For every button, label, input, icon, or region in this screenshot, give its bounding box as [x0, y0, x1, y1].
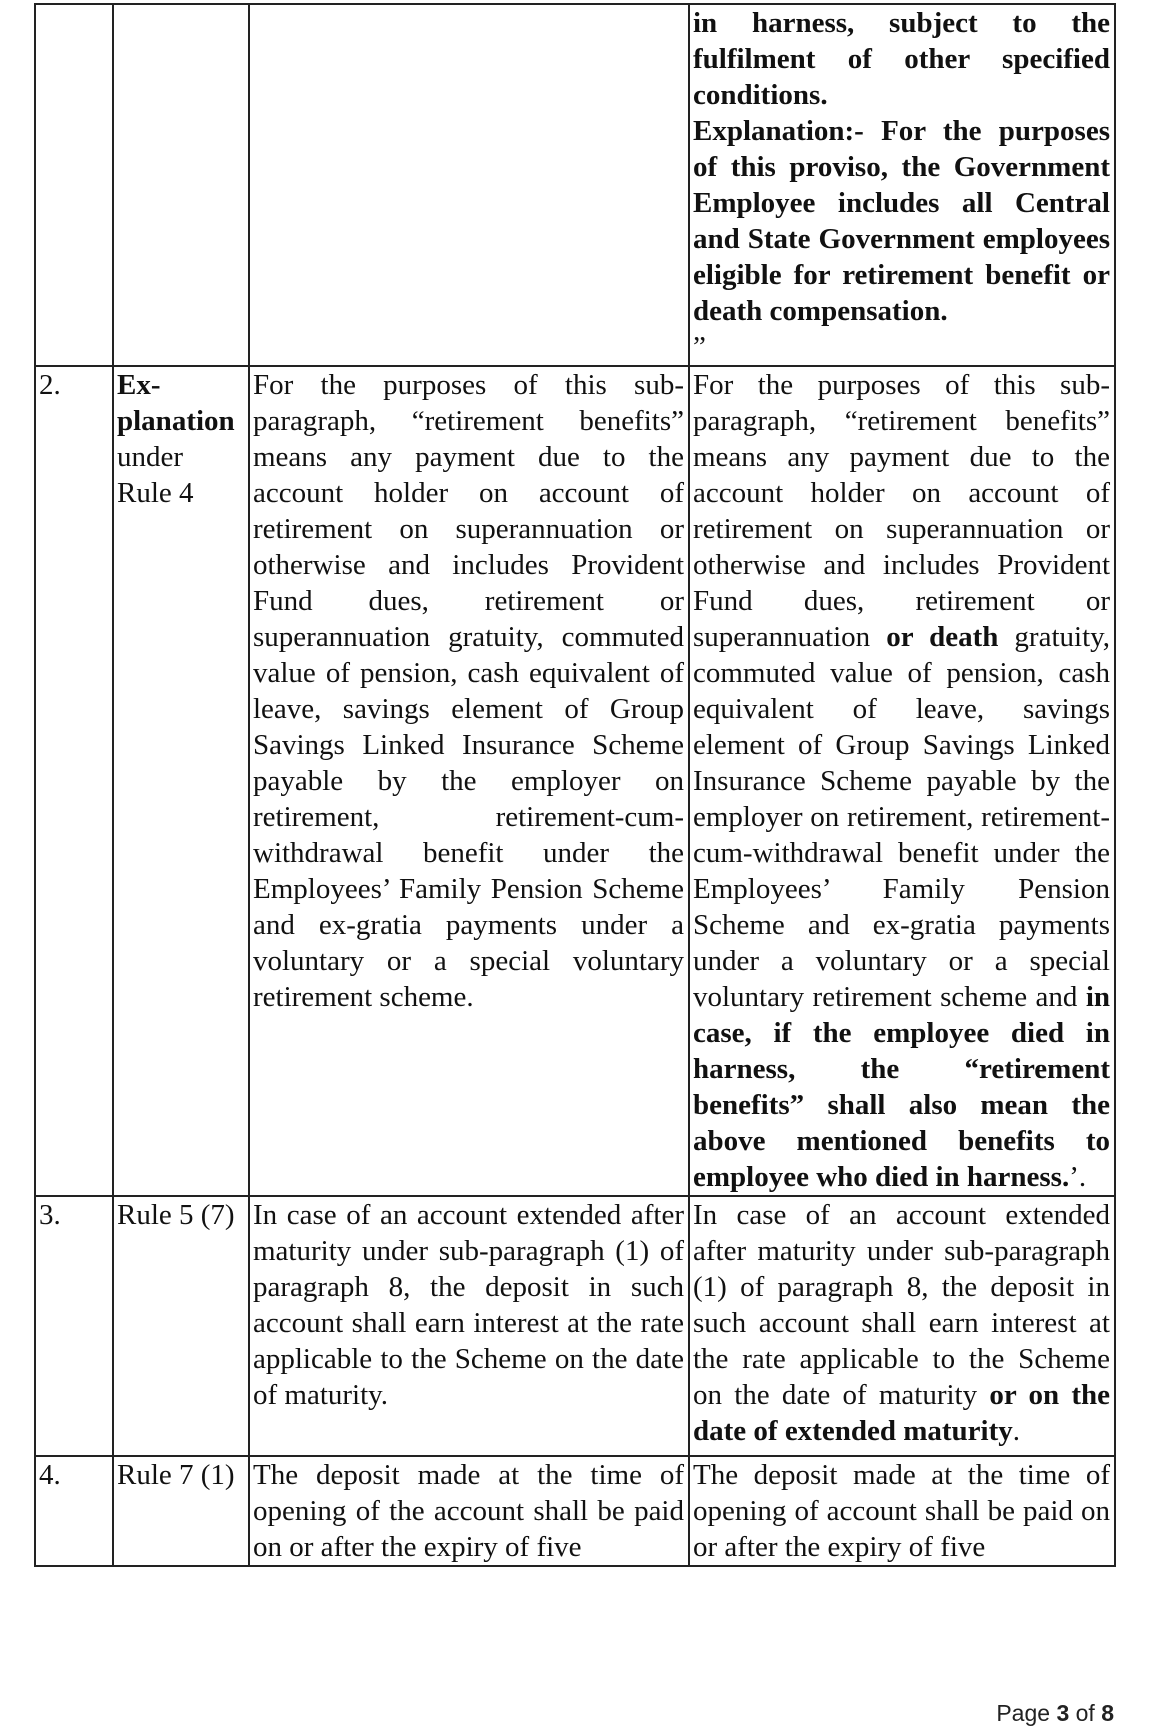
- existing-provision-cell: [249, 4, 689, 366]
- amended-provision-cell: The deposit made at the time of opening of account shall be paid on or after the expiry of five: [689, 1456, 1115, 1566]
- page-number-footer: Page 3 of 8: [996, 1700, 1114, 1726]
- amended-provision-cell: [689, 4, 1115, 366]
- table-row: [35, 1456, 1115, 1566]
- serial-number-cell: 2.: [35, 366, 113, 1196]
- rule-label-bold: Ex-planation: [117, 369, 235, 437]
- existing-provision-cell: In case of an account extended after maturity under sub-paragraph (1) of paragraph 8, the deposit in such account shall earn interest at the rate applicable to the Scheme on the date of maturity.: [249, 1196, 689, 1456]
- rule-cell: Rule 5 (7): [113, 1196, 249, 1456]
- table-row: [35, 4, 1115, 366]
- rule-cell: [113, 4, 249, 366]
- amended-provision-cell: For the purposes of this sub-paragraph, “retirement benefits” means any payment due to the account holder on account of retirement on superannuation or otherwise and includes Provident Fund dues, retirement or superannuation or death gratuity, commuted value of pension, cash equivalent of leave, savings element of Group Savings Linked Insurance Scheme payable by the employer on retirement, retirement-cum-withdrawal benefit under the Employees’ Family Pension Scheme and ex-gratia payments under a voluntary or a special voluntary retirement scheme and in case, if the employee died in harness, the “retirement benefits” shall also mean the above mentioned benefits to employee who died in harness.’.: [689, 366, 1115, 1196]
- serial-number-cell: 4.: [35, 1456, 113, 1566]
- table-row: [35, 366, 1115, 1196]
- amended-provision-cell: In case of an account extended after maturity under sub-paragraph (1) of paragraph 8, the deposit in such account shall earn interest at the rate applicable to the Scheme on the date of maturity or on the date of extended maturity.: [689, 1196, 1115, 1456]
- total-page-count: 8: [1101, 1700, 1114, 1726]
- rule-cell: Rule 7 (1): [113, 1456, 249, 1566]
- existing-provision-cell: The deposit made at the time of opening of the account shall be paid on or after the expiry of five: [249, 1456, 689, 1566]
- rule-label: under Rule 4: [117, 441, 194, 509]
- serial-number-cell: 3.: [35, 1196, 113, 1456]
- amendment-table: [34, 3, 1116, 1567]
- existing-provision-cell: For the purposes of this sub-paragraph, “retirement benefits” means any payment due to the account holder on account of retirement on superannuation or otherwise and includes Provident Fund dues, retirement or superannuation gratuity, commuted value of pension, cash equivalent of leave, savings element of Group Savings Linked Insurance Scheme payable by the employer on retirement, retirement-cum-withdrawal benefit under the Employees’ Family Pension Scheme and ex-gratia payments under a voluntary or a special voluntary retirement scheme.: [249, 366, 689, 1196]
- rule-cell: [113, 366, 249, 1196]
- serial-number-cell: [35, 4, 113, 366]
- table-row: [35, 1196, 1115, 1456]
- amended-text: ”: [693, 331, 706, 363]
- current-page-number: 3: [1056, 1700, 1070, 1726]
- amended-text-explanation: Explanation:- For the purposes of this proviso, the Government Employee includes all Central and State Government employees eligible for retirement benefit or death compensation.: [693, 115, 1110, 327]
- amended-text: in harness, subject to the fulfilment of other specified conditions.: [693, 7, 1110, 111]
